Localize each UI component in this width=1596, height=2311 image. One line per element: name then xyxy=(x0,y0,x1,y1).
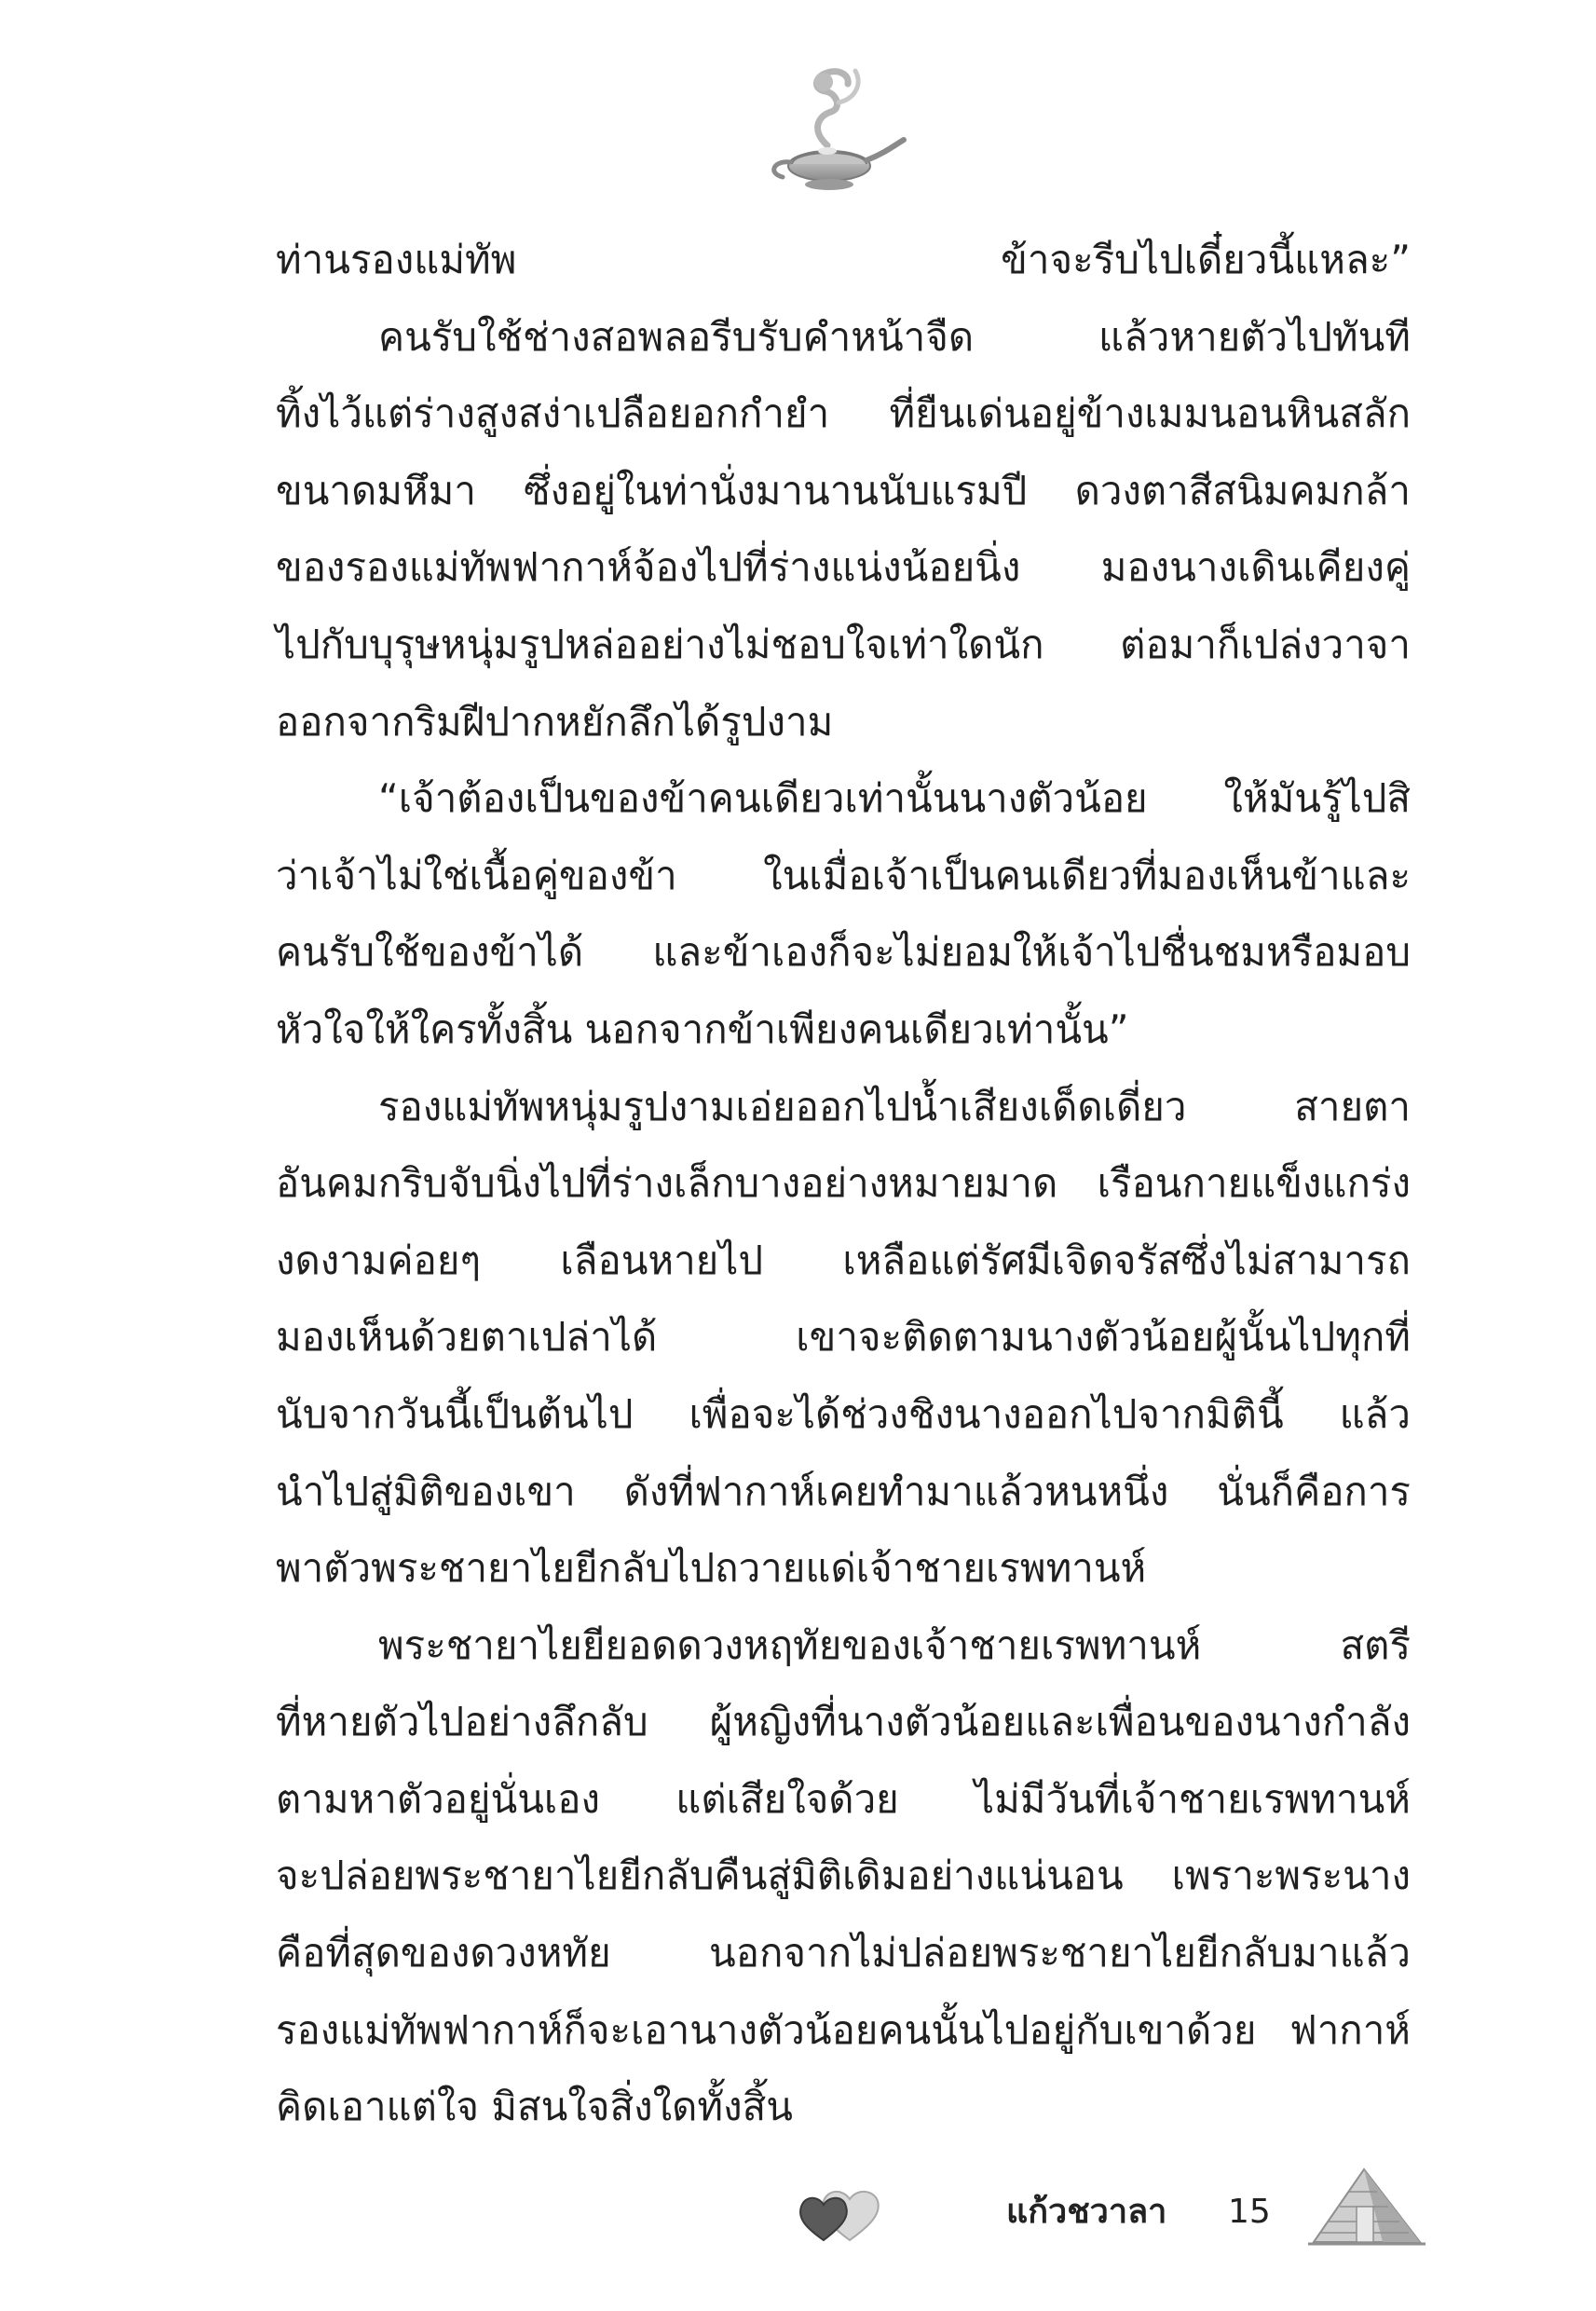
text-line: ออกจากริมฝีปากหยักลึกได้รูปงาม xyxy=(276,698,834,745)
text-line: รองแม่ทัพฟากาห์ก็จะเอานางตัวน้อยคนนั้นไปอยู่กับเขาด้วย ฟากาห์ xyxy=(276,2006,1411,2053)
text-line: ไปกับบุรุษหนุ่มรูปหล่ออย่างไม่ชอบใจเท่าใดนัก ต่อมาก็เปล่งวาจา xyxy=(276,621,1411,667)
text-line: ขนาดมหึมา ซึ่งอยู่ในท่านั่งมานานนับแรมปี ดวงตาสีสนิมคมกล้า xyxy=(276,467,1411,513)
text-line: รองแม่ทัพหนุ่มรูปงามเอ่ยออกไปน้ำเสียงเด็ดเดี่ยว สายตา xyxy=(378,1083,1411,1129)
book-title: แก้วชวาลา xyxy=(1006,2193,1167,2231)
page-number: 15 xyxy=(1228,2193,1271,2231)
genie-lamp-icon xyxy=(745,56,913,196)
text-line: พาตัวพระชายาไยยีกลับไปถวายแด่เจ้าชายเรพทานห์ xyxy=(276,1545,1147,1592)
text-line: ทิ้งไว้แต่ร่างสูงสง่าเปลือยอกกำยำ ที่ยืนเด่นอยู่ข้างเมมนอนหินสลัก xyxy=(276,390,1411,437)
text-line: ของรองแม่ทัพฟากาห์จ้องไปที่ร่างแน่งน้อยนิ่ง มองนางเดินเคียงคู่ xyxy=(276,544,1411,591)
text-line: ที่หายตัวไปอย่างลึกลับ ผู้หญิงที่นางตัวน้อยและเพื่อนของนางกำลัง xyxy=(276,1699,1411,1745)
text-line: ท่านรองแม่ทัพ ข้าจะรีบไปเดี๋ยวนี้แหละ” xyxy=(276,237,1411,282)
text-line: พระชายาไยยียอดดวงหฤทัยของเจ้าชายเรพทานห์ สตรี xyxy=(378,1621,1411,1668)
hearts-icon xyxy=(792,2181,894,2246)
text-line: อันคมกริบจับนิ่งไปที่ร่างเล็กบางอย่างหมายมาด เรือนกายแข็งแกร่ง xyxy=(276,1160,1411,1207)
text-line: “เจ้าต้องเป็นของข้าคนเดียวเท่านั้นนางตัวน้อย ให้มันรู้ไปสิ xyxy=(378,775,1411,822)
pyramid-icon xyxy=(1306,2160,1427,2249)
text-line: นับจากวันนี้เป็นต้นไป เพื่อจะได้ช่วงชิงนางออกไปจากมิตินี้ แล้ว xyxy=(276,1390,1411,1437)
text-line: นำไปสู่มิติของเขา ดังที่ฟากาห์เคยทำมาแล้วหนหนึ่ง นั่นก็คือการ xyxy=(276,1468,1411,1514)
text-line: ว่าเจ้าไม่ใช่เนื้อคู่ของข้า ในเมื่อเจ้าเป็นคนเดียวที่มองเห็นข้าและ xyxy=(276,852,1411,898)
text-line: ตามหาตัวอยู่นั่นเอง แต่เสียใจด้วย ไม่มีวันที่เจ้าชายเรพทานห์ xyxy=(276,1775,1411,1822)
text-line: หัวใจให้ใครทั้งสิ้น นอกจากข้าเพียงคนเดียวเท่านั้น” xyxy=(276,1005,1129,1052)
body-text xyxy=(276,222,1411,2146)
text-line: จะปล่อยพระชายาไยยีกลับคืนสู่มิติเดิมอย่างแน่นอน เพราะพระนาง xyxy=(276,1853,1411,1899)
text-line: คนรับใช้ของข้าได้ และข้าเองก็จะไม่ยอมให้เจ้าไปชื่นชมหรือมอบ xyxy=(276,929,1411,976)
text-line: คิดเอาแต่ใจ มิสนใจสิ่งใดทั้งสิ้น xyxy=(276,2084,793,2130)
text-line: งดงามค่อยๆ เลือนหายไป เหลือแต่รัศมีเจิดจรัสซึ่งไม่สามารถ xyxy=(276,1237,1411,1283)
text-line: มองเห็นด้วยตาเปล่าได้ เขาจะติดตามนางตัวน้อยผู้นั้นไปทุกที่ xyxy=(276,1314,1411,1361)
text-line: คนรับใช้ช่างสอพลอรีบรับคำหน้าจืด แล้วหายตัวไปทันที xyxy=(378,313,1411,360)
text-line: คือที่สุดของดวงหทัย นอกจากไม่ปล่อยพระชายาไยยีกลับมาแล้ว xyxy=(276,1930,1411,1976)
